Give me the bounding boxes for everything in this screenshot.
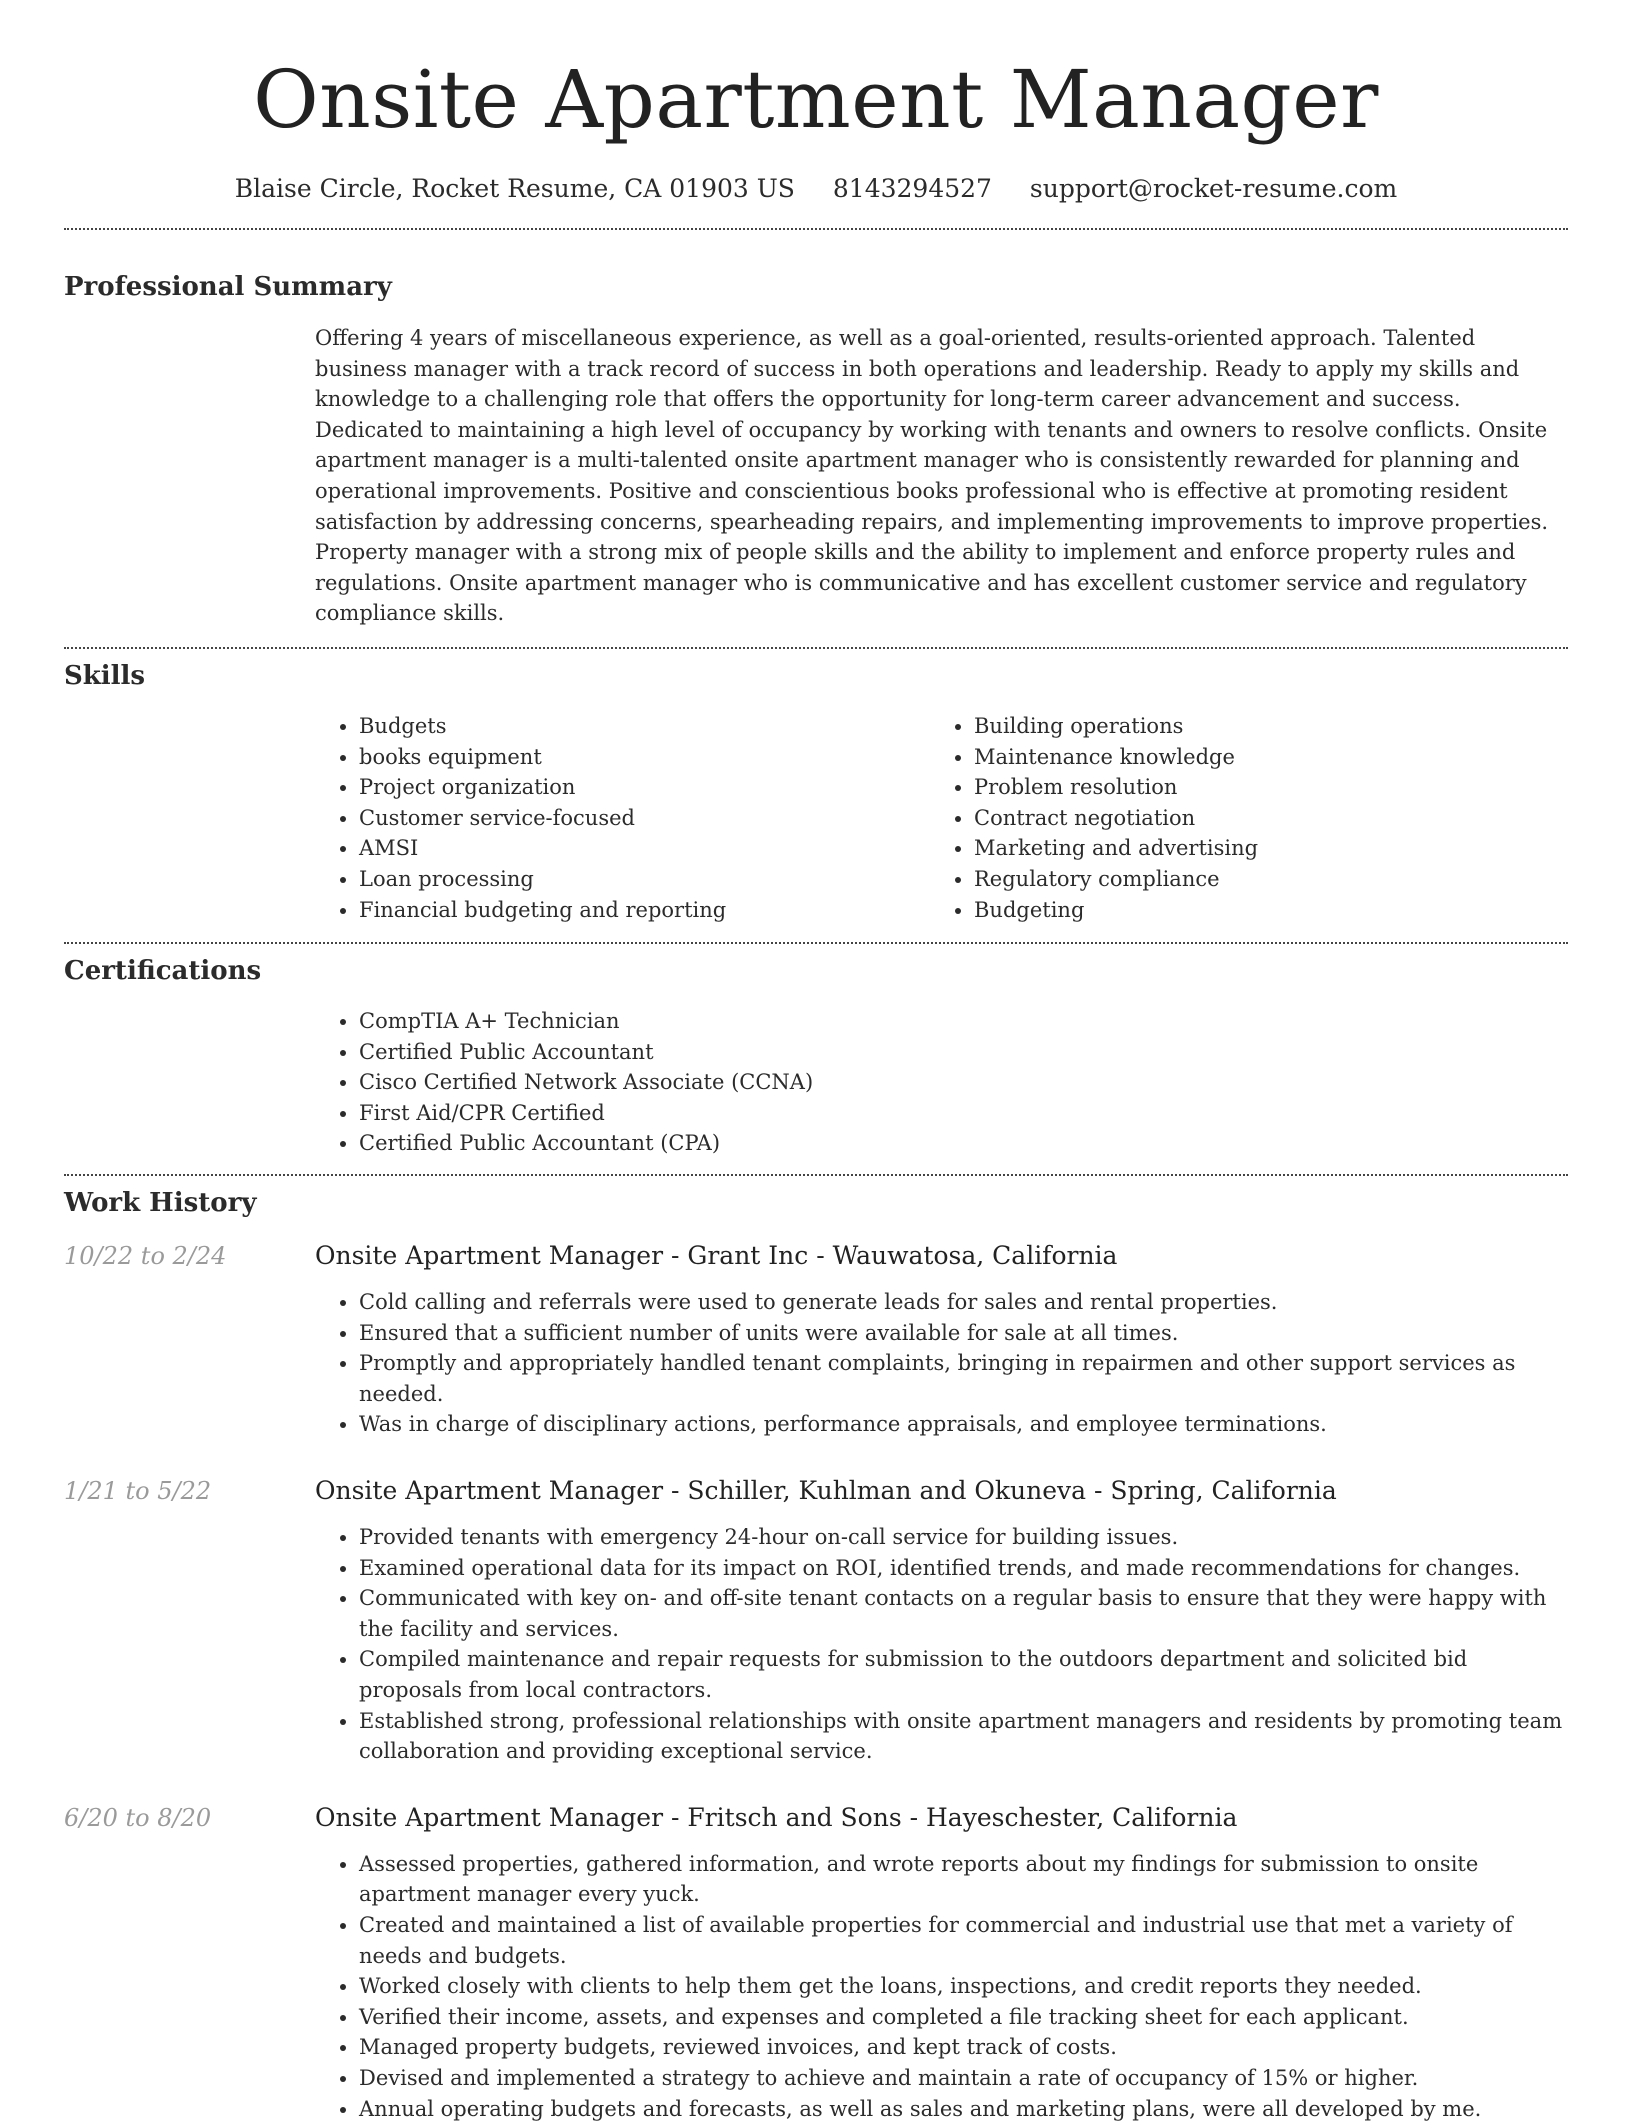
certification-item: • Certified Public Accountant [359,1037,1568,1068]
job-bullet: • Created and maintained a list of available properties for commercial and industrial use that met a variety of needs and budgets. [359,1910,1568,1971]
section-title-summary: Professional Summary [64,272,392,302]
job-title: Onsite Apartment Manager - Schiller, Kuhlman and Okuneva - Spring, California [315,1476,1337,1506]
job-entry [64,1239,1568,1440]
certification-item: • First Aid/CPR Certified [359,1098,1568,1129]
certification-item: • Cisco Certified Network Associate (CCNA) [359,1067,1568,1098]
job-bullet: • Was in charge of disciplinary actions, performance appraisals, and employee terminations. [359,1409,1568,1440]
job-bullet: • Ensured that a sufficient number of units were available for sale at all times. [359,1318,1568,1349]
contact-email: support@rocket-resume.com [1029,174,1398,203]
job-entry [64,1474,1568,1767]
job-dates: 1/21 to 5/22 [64,1477,212,1506]
job-bullets [315,1522,1568,1767]
job-bullet: • Assessed properties, gathered information, and wrote reports about my findings for submission to onsite apartment manager every yuck. [359,1849,1568,1910]
job-title: Onsite Apartment Manager - Grant Inc - Wauwatosa, California [315,1241,1118,1271]
job-bullet: • Established strong, professional relationships with onsite apartment managers and residents by promoting team collaboration and providing exceptional service. [359,1706,1568,1767]
certification-item: • CompTIA A+ Technician [359,1006,1568,1037]
job-bullet: • Communicated with key on- and off-site tenant contacts on a regular basis to ensure that they were happy with the facility and services. [359,1583,1568,1644]
contact-line [64,170,1568,208]
job-title: Onsite Apartment Manager - Fritsch and Sons - Hayeschester, California [315,1802,1238,1832]
job-bullet: • Devised and implemented a strategy to achieve and maintain a rate of occupancy of 15% or higher. [359,2063,1568,2094]
job-bullet: • Examined operational data for its impact on ROI, identified trends, and made recommendations for changes. [359,1553,1568,1584]
summary-section [64,230,1568,629]
job-list [64,1239,1568,2124]
skills-list [315,711,1568,925]
job-bullets [315,1849,1568,2124]
skill-item: • AMSI [359,833,930,864]
skills-column-right [930,711,1545,925]
job-bullet: • Promptly and appropriately handled tenant complaints, bringing in repairmen and other support services as needed. [359,1348,1568,1409]
job-bullet: • Managed property budgets, reviewed invoices, and kept track of costs. [359,2032,1568,2063]
skill-item: • Regulatory compliance [974,864,1545,895]
skill-item: • books equipment [359,742,930,773]
job-dates: 6/20 to 8/20 [64,1803,212,1832]
resume-name: Onsite Apartment Manager [253,53,1379,146]
skills-section [64,649,1568,925]
job-bullet: • Compiled maintenance and repair requests for submission to the outdoors department and solicited bid proposals from local contractors. [359,1644,1568,1705]
job-header [64,1474,1568,1508]
certifications-section [64,944,1568,1159]
skill-item: • Maintenance knowledge [974,742,1545,773]
certifications-list [315,1006,1568,1159]
skill-item: • Contract negotiation [974,803,1545,834]
job-bullet: • Verified their income, assets, and expenses and completed a file tracking sheet for each applicant. [359,2002,1568,2033]
summary-text: Offering 4 years of miscellaneous experience, as well as a goal-oriented, results-oriented approach. Talented business manager with a track record of success in both operations and leadership. Ready to apply my skills and knowledge to a challenging role that offers the opportunity for long-term career advancement and success. Dedicated to maintaining a high level of occupancy by working with tenants and owners to resolve conflicts. Onsite apartment manager is a multi-talented onsite apartment manager who is consistently rewarded for planning and operational improvements. Positive and conscientious books professional who is effective at promoting resident satisfaction by addressing concerns, spearheading repairs, and implementing improvements to improve properties. Property manager with a strong mix of people skills and the ability to implement and enforce property rules and regulations. Onsite apartment manager who is communicative and has excellent customer service and regulatory compliance skills. [315,326,1549,626]
resume-page [64,0,1568,2124]
skill-item: • Budgeting [974,895,1545,926]
job-header [64,1239,1568,1273]
skill-item: • Loan processing [359,864,930,895]
contact-address: Blaise Circle, Rocket Resume, CA 01903 US [234,174,795,203]
work-history-section [64,1176,1568,2124]
job-bullet: • Worked closely with clients to help them get the loans, inspections, and credit reports they needed. [359,1971,1568,2002]
skill-item: • Problem resolution [974,772,1545,803]
job-bullet: • Annual operating budgets and forecasts, as well as sales and marketing plans, were all developed by me. [359,2094,1568,2124]
skill-item: • Customer service-focused [359,803,930,834]
skill-item: • Budgets [359,711,930,742]
skill-item: • Marketing and advertising [974,833,1545,864]
job-bullet: • Cold calling and referrals were used to generate leads for sales and rental properties. [359,1287,1568,1318]
job-entry [64,1801,1568,2124]
skill-item: • Building operations [974,711,1545,742]
job-dates: 10/22 to 2/24 [64,1242,227,1271]
skills-column-left [315,711,930,925]
certification-item: • Certified Public Accountant (CPA) [359,1128,1568,1159]
contact-phone: 8143294527 [832,174,992,203]
skill-item: • Financial budgeting and reporting [359,895,930,926]
section-title-certifications: Certifications [64,956,262,987]
section-title-work-history: Work History [64,1188,257,1219]
job-header [64,1801,1568,1835]
section-title-skills: Skills [64,660,146,691]
job-bullets [315,1287,1568,1440]
job-bullet: • Provided tenants with emergency 24-hour on-call service for building issues. [359,1522,1568,1553]
skill-item: • Project organization [359,772,930,803]
